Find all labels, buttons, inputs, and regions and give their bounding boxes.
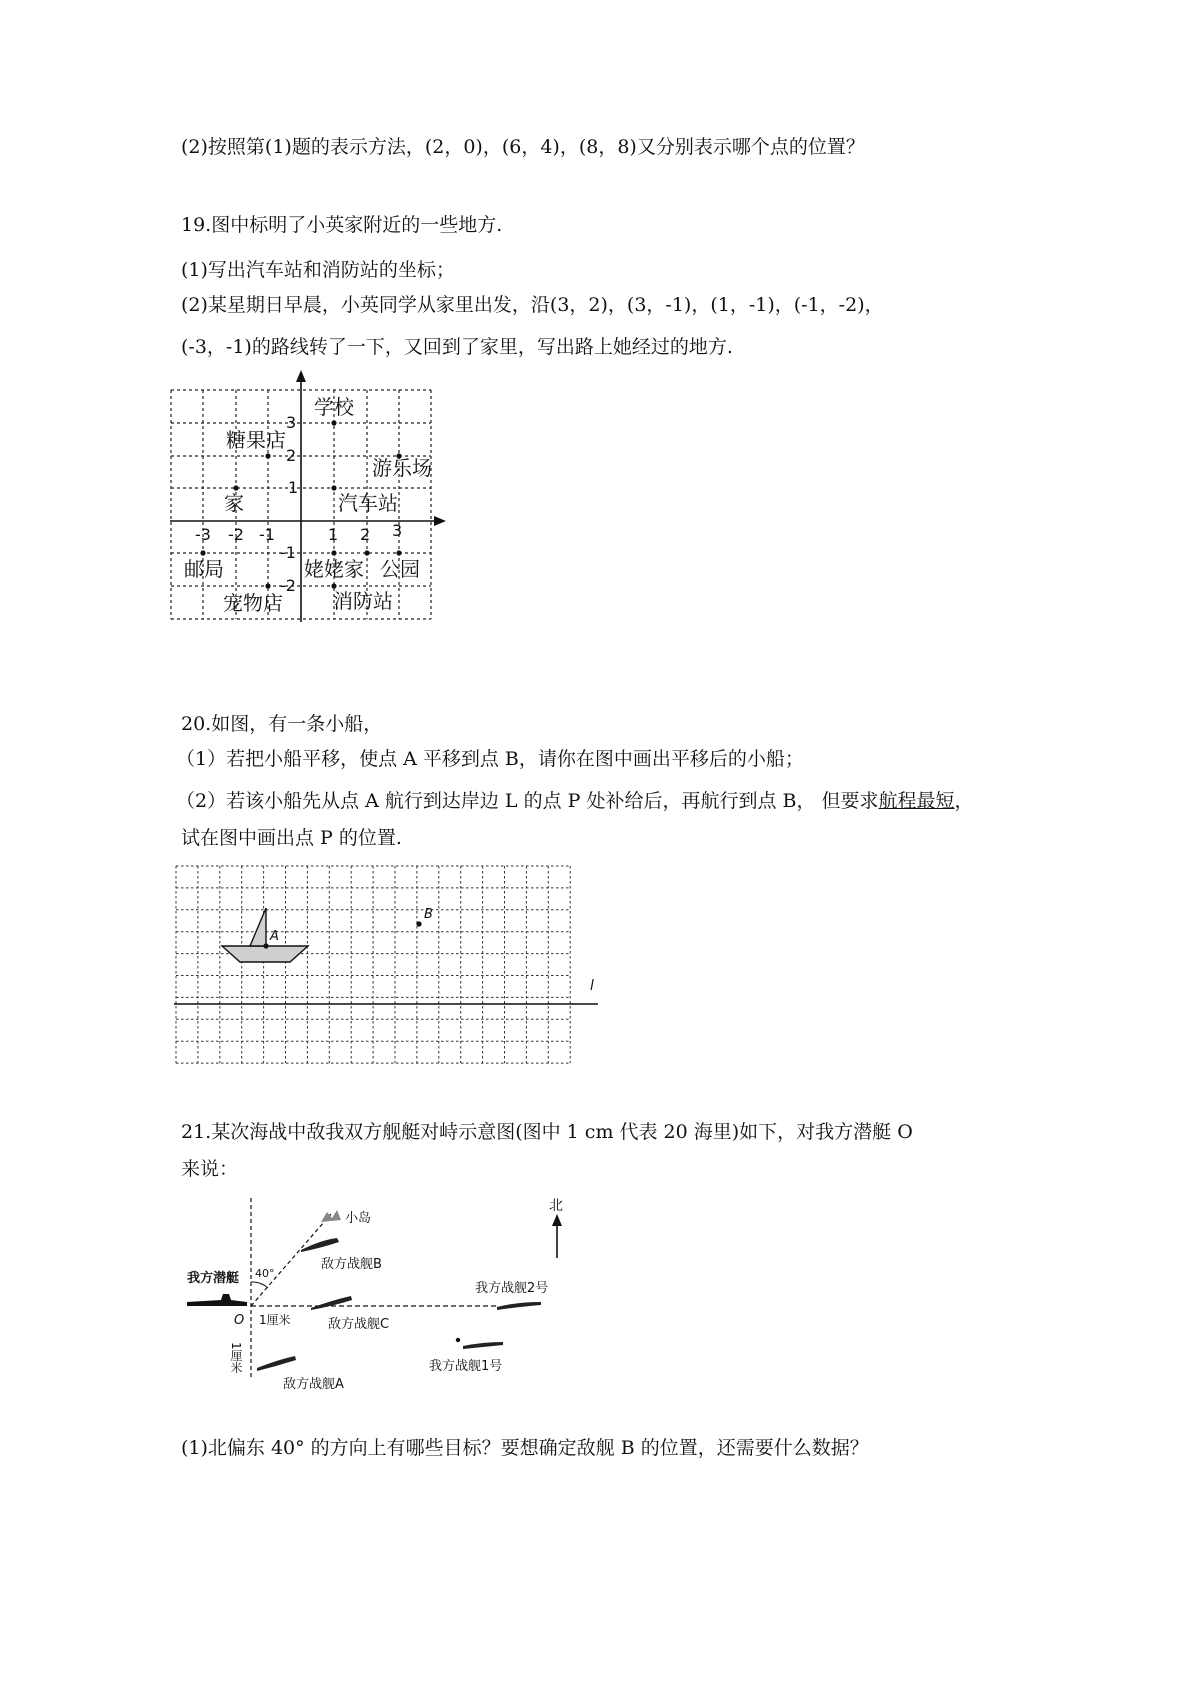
point-a (263, 943, 268, 948)
point-grandma-home-2 (364, 550, 369, 555)
q20-part2-post: ， (954, 790, 974, 812)
q20-part2-line1 (176, 792, 974, 811)
label-b: B (424, 907, 433, 922)
label-fire-station: 消防站 (333, 589, 393, 613)
our-ship-1-icon (463, 1342, 503, 1349)
y-tick-2: 2 (286, 446, 297, 465)
point-park (396, 550, 401, 555)
angle-arc (251, 1282, 268, 1288)
label-candy-shop: 糖果店 (226, 428, 286, 452)
point-school (331, 420, 336, 425)
enemy-a-label: 敌方战舰A (283, 1377, 344, 1392)
label-home: 家 (224, 491, 244, 515)
x-tick--3: -3 (195, 525, 211, 544)
label-school: 学校 (314, 395, 354, 419)
q19-part2-line1: (2)某星期日早晨，小英同学从家里出发，沿(3，2)，(3，-1)，(1，-1)，(-1，-2)， (181, 294, 884, 316)
enemy-ship-b-icon (301, 1238, 339, 1252)
x-tick-2: 2 (360, 525, 371, 544)
boat-grid-lines (176, 866, 570, 1063)
q20-boat-grid (172, 862, 608, 1067)
angle-label: 40° (255, 1267, 275, 1280)
x-tick--2: -2 (228, 525, 244, 544)
q20-part2-underlined: 航程最短 (878, 790, 955, 812)
y-tick--1: -1 (280, 543, 296, 562)
y-tick-1: 1 (288, 478, 299, 497)
our-ship-1-dot (456, 1338, 460, 1342)
label-bus-station: 汽车站 (338, 491, 398, 515)
one-cm-horizontal-label: 1厘米 (259, 1313, 291, 1327)
q20-title: 20.如图，有一条小船， (181, 713, 383, 735)
our-ship-1-label: 我方战舰1号 (429, 1359, 503, 1374)
island-icon (321, 1210, 341, 1222)
boat-sail (250, 908, 266, 946)
q20-part1: （1）若把小船平移，使点 A 平移到点 B，请你在图中画出平移后的小船； (176, 748, 804, 770)
q21-title-line2: 来说： (181, 1158, 239, 1180)
our-sub-label: 我方潜艇 (187, 1271, 240, 1286)
label-post-office: 邮局 (184, 557, 224, 581)
q19-coordinate-map (170, 370, 460, 625)
one-cm-vertical-label: 1厘米 (229, 1342, 243, 1374)
label-pet-shop: 宠物店 (223, 591, 283, 615)
point-home (233, 485, 238, 490)
label-amusement-park: 游乐场 (372, 456, 432, 480)
point-candy-shop (265, 453, 270, 458)
x-tick--1: -1 (259, 525, 275, 544)
q21-title-line1: 21.某次海战中敌我双方舰艇对峙示意图(图中 1 cm 代表 20 海里)如下，对我方潜艇 O (181, 1121, 913, 1143)
q20-part2-pre: （2）若该小船先从点 A 航行到达岸边 L 的点 P 处补给后，再航行到点 B， 但要求 (176, 790, 879, 812)
enemy-b-label: 敌方战舰B (321, 1257, 382, 1272)
point-pet-shop (265, 583, 270, 588)
q20-part2-line2: 试在图中画出点 P 的位置. (181, 827, 402, 849)
q19-part1: (1)写出汽车站和消防站的坐标； (181, 259, 455, 281)
q18-part2: (2)按照第(1)题的表示方法，(2，0)，(6，4)，(8，8)又分别表示哪个点的位置？ (181, 136, 865, 158)
enemy-ship-c-icon (311, 1296, 352, 1310)
point-fire-station (331, 583, 336, 588)
y-tick--2: -2 (280, 576, 296, 595)
our-submarine-icon (187, 1294, 247, 1306)
boat-hull (222, 946, 308, 962)
x-tick-3: 3 (392, 521, 403, 540)
enemy-ship-a-icon (257, 1356, 296, 1371)
label-grandma-home: 姥姥家 (304, 557, 364, 581)
origin-label: O (234, 1313, 245, 1328)
bearing-40-line (251, 1214, 331, 1306)
point-bus-station (331, 485, 336, 490)
island-label: 小岛 (345, 1211, 372, 1226)
q19-part2-line2: (-3，-1)的路线转了一下，又回到了家里，写出路上她经过的地方. (181, 336, 733, 358)
label-l: l (590, 978, 594, 994)
our-ship-2-icon (497, 1302, 541, 1310)
label-park: 公园 (380, 557, 420, 581)
q21-part1: (1)北偏东 40° 的方向上有哪些目标？要想确定敌舰 B 的位置，还需要什么数据？ (181, 1437, 869, 1459)
x-axis-arrow (434, 516, 446, 526)
north-arrow-icon (552, 1214, 562, 1226)
point-grandma-home (331, 550, 336, 555)
point-post-office (200, 550, 205, 555)
our-ship-2-label: 我方战舰2号 (475, 1281, 549, 1296)
point-b (416, 921, 421, 926)
north-label: 北 (549, 1198, 563, 1214)
label-a: A (270, 929, 279, 944)
y-axis-arrow (296, 370, 306, 382)
q21-naval-map (185, 1190, 605, 1395)
y-tick-3: 3 (286, 413, 297, 432)
x-tick-1: 1 (328, 525, 339, 544)
enemy-c-label: 敌方战舰C (328, 1317, 390, 1332)
q19-title: 19.图中标明了小英家附近的一些地方. (181, 214, 503, 236)
